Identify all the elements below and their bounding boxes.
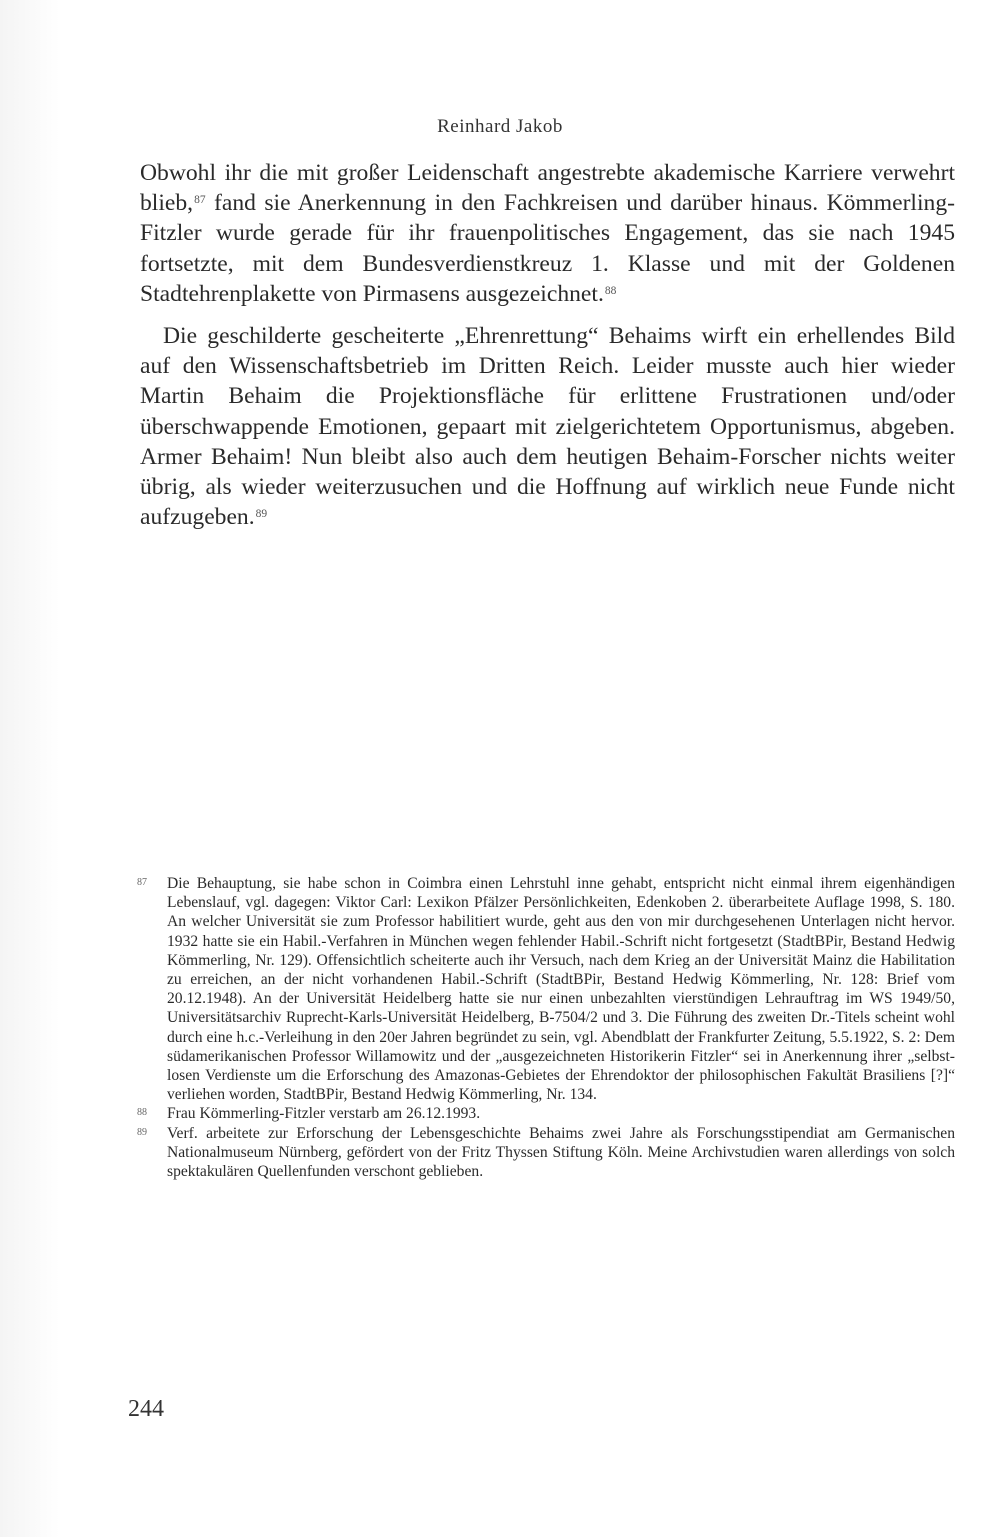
footnote-text: Verf. arbeitete zur Erforschung der Lebensgeschichte Behaims zwei Jahre als Forschungsstipendiat am Germanischen Nationalmuseum Nürnberg, gefördert von der Fritz Thyssen Stiftung Köln. Meine Archivstudien waren allerdings von solch spektakulären Quellenfunden verschont geblieben. <box>167 1124 955 1181</box>
footnote-text: Frau Kömmerling-Fitzler verstarb am 26.12.1993. <box>167 1105 481 1123</box>
paragraph <box>140 321 955 532</box>
footnote-87 <box>137 874 955 1104</box>
footnote-number: 87 <box>137 877 147 888</box>
footnotes-section <box>137 874 955 1181</box>
running-head: Reinhard Jakob <box>437 116 563 137</box>
footnote-89 <box>137 1124 955 1182</box>
page-number: 244 <box>128 1396 164 1422</box>
footnote-number: 89 <box>137 1126 147 1138</box>
body-text <box>140 158 955 532</box>
footnote-number: 88 <box>137 1107 147 1119</box>
footnote-ref-89[interactable]: 89 <box>255 508 268 521</box>
footnote-ref-87[interactable]: 87 <box>194 194 206 207</box>
footnote-ref-88[interactable]: 88 <box>604 284 617 297</box>
footnote-88 <box>137 1104 955 1123</box>
paragraph <box>140 158 955 309</box>
text-segment: Die geschilderte gescheiterte „Ehrenrettung“ Behaims wirft ein erhellendes Bild auf den Wissenschaftsbetrieb im Dritten Reich. Leider musste auch hier wieder Martin Behaim die Projektionsfläche für erlittene Frustrationen und/​oder überschwappende Emotionen, gepaart mit zielgerichtetem Opportunismus, abgeben. Armer Behaim! Nun bleibt also auch dem heutigen Behaim-Forscher nichts weiter übrig, als wieder weiterzusuchen und die Hoffnung auf wirklich neue Funde nicht aufzugeben. <box>140 323 955 531</box>
text-segment: Obwohl ihr die mit großer Leidenschaft angestrebte akademische Karriere verwehrt blieb, <box>140 160 955 217</box>
footnote-text: Die Behauptung, sie habe schon in Coimbra einen Lehrstuhl inne gehabt, entspricht nicht einmal ihrem eigenhändigen Lebenslauf, vgl. dagegen: Viktor Carl: Lexikon Pfälzer Persönlichkeiten, Edenkoben 2. überarbeitete Auflage 1998, S. 180. An welcher Universität sie zum Professor habilitiert wurde, geht aus den von mir durchgesehenen Unterlagen nicht hervor. 1932 hatte sie ein Habil.-Verfahren in München wegen fehlender Habil.-Schrift nicht fortgesetzt (StadtBPir, Bestand Hedwig Kömmerling, Nr. 129). Offensichtlich scheiterte auch ihr Versuch, nach dem Krieg an der Universität Mainz die Habilitation zu erreichen, an der nicht vorhandenen Habil.-​Schrift (StadtBPir, Bestand Hedwig Kömmerling, Nr. 128: Brief vom 20.12.1948). An der Universität Heidelberg hatte sie nur einen unbezahlten vierstündigen Lehrauftrag im WS 1949/50, Universitätsarchiv Ruprecht-Karls-Universität Heidelberg, B-7504/2 und 3. Die Führung des zweiten Dr.-Titels scheint wohl durch eine h.c.-Verleihung in den 20er Jahren begründet zu sein, vgl. Abendblatt der Frankfurter Zeitung, 5.5.1922, S. 2: Dem südamerikanischen Professor Willamowitz und der „ausgezeichneten Historikerin Fitzler“ sei in Anerkennung ihrer „selbstlosen Verdienste um die Erforschung des Amazonas-Gebietes der Ehrendoktor der philosophischen Fakultät Brasiliens [?]“ verliehen worden, StadtBPir, Bestand Hedwig Kömmerling, Nr. 134. <box>167 875 955 1104</box>
scan-edge-shade <box>0 0 60 1537</box>
text-segment: fand sie Anerkennung in den Fachkreisen und darüber hinaus. Kömmerling-Fitzler wurde gerade für ihr frauenpolitisches Engagement, das sie nach 1945 fortsetzte, mit dem Bundesverdienstkreuz 1. Klasse und mit der Goldenen Stadtehrenplakette von Pirmasens ausgezeichnet. <box>140 190 955 307</box>
